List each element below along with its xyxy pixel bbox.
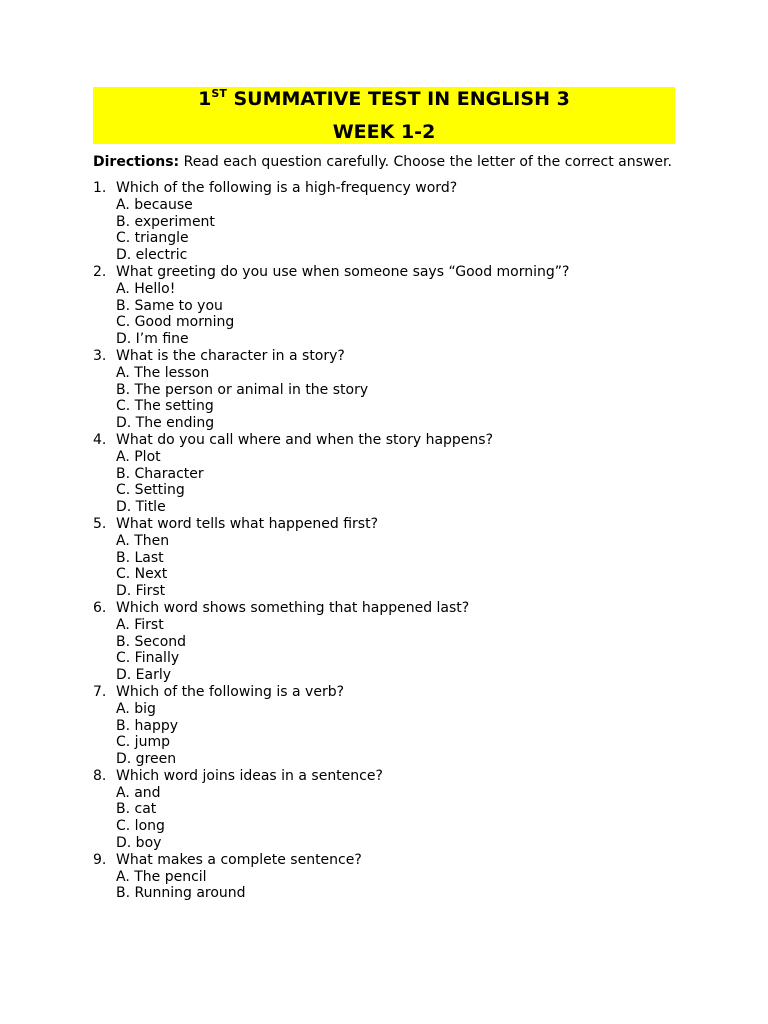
test-page bbox=[93, 87, 675, 902]
question-number: 6. bbox=[93, 599, 107, 616]
question-text: What do you call where and when the story happens? bbox=[116, 431, 494, 448]
question-text: Which of the following is a high-frequency word? bbox=[116, 180, 458, 196]
directions-text: Read each question carefully. Choose the letter of the correct answer. bbox=[179, 154, 672, 170]
question-text: What word tells what happened first? bbox=[116, 515, 379, 532]
answer-option: C. Setting bbox=[116, 482, 185, 499]
question-number: 9. bbox=[93, 851, 107, 868]
question-item bbox=[93, 264, 675, 348]
week-subtitle: WEEK 1-2 bbox=[332, 121, 436, 143]
answer-option: C. Next bbox=[116, 566, 168, 583]
answer-option: A. Hello! bbox=[116, 280, 176, 297]
question-number: 3. bbox=[93, 347, 107, 364]
title-ordinal-number: 1 bbox=[198, 88, 212, 110]
question-number: 5. bbox=[93, 515, 107, 532]
answer-option: C. triangle bbox=[116, 230, 189, 247]
answer-option: B. happy bbox=[116, 717, 179, 734]
answer-option: D. Early bbox=[116, 667, 172, 684]
answer-option: D. The ending bbox=[116, 415, 215, 432]
question-item bbox=[93, 348, 675, 432]
question-number: 1. bbox=[93, 180, 107, 196]
answer-option: D. boy bbox=[116, 835, 162, 852]
directions bbox=[93, 154, 675, 171]
question-item bbox=[93, 432, 675, 516]
question-item bbox=[93, 768, 675, 852]
answer-option: B. cat bbox=[116, 801, 157, 818]
question-item bbox=[93, 180, 675, 264]
title-ordinal-suffix: ST bbox=[211, 87, 227, 100]
answer-option: B. The person or animal in the story bbox=[116, 381, 369, 398]
answer-option: A. First bbox=[116, 616, 164, 633]
answer-option: D. First bbox=[116, 583, 166, 600]
question-item bbox=[93, 600, 675, 684]
question-number: 8. bbox=[93, 767, 107, 784]
answer-option: A. The lesson bbox=[116, 364, 210, 381]
question-number: 2. bbox=[93, 263, 107, 280]
directions-label: Directions: bbox=[93, 154, 180, 170]
answer-option: B. Running around bbox=[116, 885, 246, 902]
answer-option: B. Last bbox=[116, 549, 164, 566]
answer-option: A. The pencil bbox=[116, 868, 207, 885]
answer-option: A. because bbox=[116, 196, 193, 213]
test-title bbox=[93, 87, 675, 110]
question-text: What is the character in a story? bbox=[116, 347, 345, 364]
answer-option: C. long bbox=[116, 818, 165, 835]
answer-option: C. The setting bbox=[116, 398, 214, 415]
answer-option: D. I’m fine bbox=[116, 331, 189, 348]
question-item bbox=[93, 852, 675, 902]
title-banner bbox=[93, 87, 675, 144]
answer-option: B. Same to you bbox=[116, 297, 223, 314]
answer-option: D. green bbox=[116, 751, 177, 768]
answer-option: D. electric bbox=[116, 247, 188, 264]
answer-option: C. Finally bbox=[116, 650, 180, 667]
answer-option: B. Character bbox=[116, 465, 204, 482]
answer-option: A. Plot bbox=[116, 448, 161, 465]
answer-option: A. big bbox=[116, 700, 156, 717]
question-item bbox=[93, 516, 675, 600]
answer-option: B. Second bbox=[116, 633, 187, 650]
question-text: Which word shows something that happened last? bbox=[116, 599, 470, 616]
question-item bbox=[93, 684, 675, 768]
question-text: Which of the following is a verb? bbox=[116, 683, 345, 700]
question-number: 4. bbox=[93, 431, 107, 448]
question-list bbox=[93, 180, 675, 902]
answer-option: C. Good morning bbox=[116, 314, 235, 331]
question-text: What greeting do you use when someone says “Good morning”? bbox=[116, 263, 570, 280]
question-number: 7. bbox=[93, 683, 107, 700]
title-text: SUMMATIVE TEST IN ENGLISH 3 bbox=[226, 88, 570, 110]
answer-option: A. and bbox=[116, 784, 161, 801]
question-text: Which word joins ideas in a sentence? bbox=[116, 767, 383, 784]
answer-option: D. Title bbox=[116, 499, 166, 516]
answer-option: C. jump bbox=[116, 734, 170, 751]
answer-option: B. experiment bbox=[116, 213, 215, 230]
answer-option: A. Then bbox=[116, 532, 170, 549]
question-text: What makes a complete sentence? bbox=[116, 851, 362, 868]
